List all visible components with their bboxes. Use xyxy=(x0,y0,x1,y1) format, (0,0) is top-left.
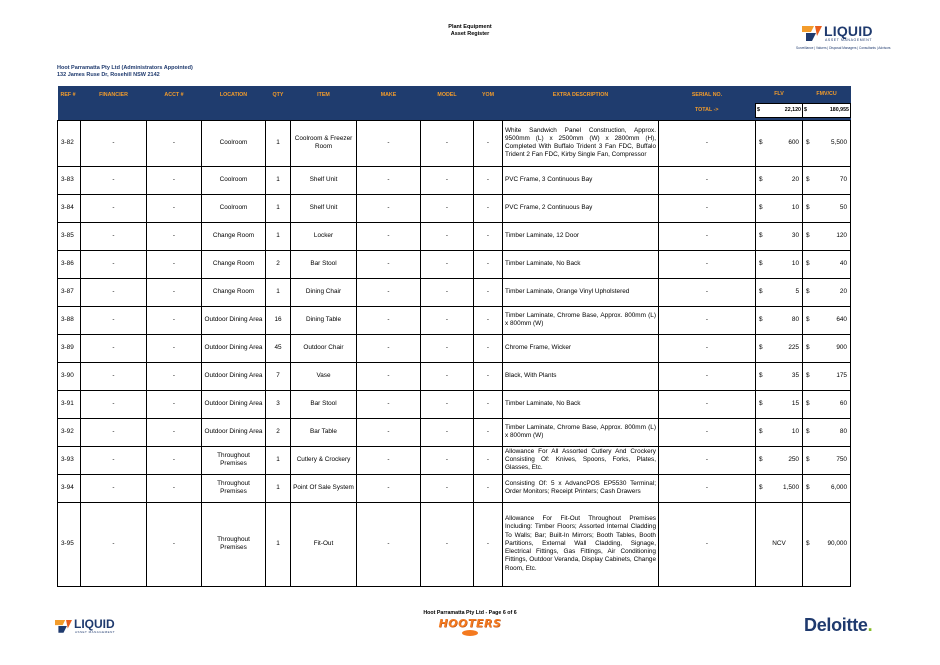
cell-location: Throughout Premises xyxy=(202,474,266,502)
cell-financier: - xyxy=(81,418,147,446)
flv-value: 225 xyxy=(788,344,799,351)
flv-value: 20 xyxy=(791,176,799,183)
cell-make: - xyxy=(357,194,421,222)
cell-financier: - xyxy=(81,334,147,362)
cell-item: Shelf Unit xyxy=(291,194,357,222)
cell-serial: - xyxy=(659,120,756,166)
cell-model: - xyxy=(421,222,474,250)
cell-serial: - xyxy=(659,278,756,306)
flv-value: 600 xyxy=(788,139,799,146)
cell-acct: - xyxy=(147,502,202,586)
cell-location: Coolroom xyxy=(202,120,266,166)
flv-value: 5 xyxy=(795,288,799,295)
cell-flv: $ 1,500 xyxy=(756,474,803,502)
cell-make: - xyxy=(357,306,421,334)
cell-item: Vase xyxy=(291,362,357,390)
cell-item: Dining Chair xyxy=(291,278,357,306)
header-row xyxy=(58,86,851,103)
cell-location: Outdoor Dining Area xyxy=(202,418,266,446)
cell-location: Outdoor Dining Area xyxy=(202,390,266,418)
cell-flv: $ 20 xyxy=(756,166,803,194)
cell-ref: 3-88 xyxy=(58,306,81,334)
cell-serial: - xyxy=(659,502,756,586)
cell-item: Bar Table xyxy=(291,418,357,446)
liquid-logo-bottom xyxy=(55,617,135,637)
cell-acct: - xyxy=(147,278,202,306)
table-body xyxy=(58,120,851,586)
cell-desc: Timber Laminate, No Back xyxy=(503,250,659,278)
deloitte-logo xyxy=(804,615,872,636)
cell-location: Throughout Premises xyxy=(202,502,266,586)
cell-model: - xyxy=(421,250,474,278)
cell-serial: - xyxy=(659,250,756,278)
cell-item: Bar Stool xyxy=(291,250,357,278)
cell-acct: - xyxy=(147,120,202,166)
cell-serial: - xyxy=(659,390,756,418)
fmv-value: 6,000 xyxy=(831,484,847,491)
cell-acct: - xyxy=(147,418,202,446)
cell-item: Shelf Unit xyxy=(291,166,357,194)
cell-ref: 3-94 xyxy=(58,474,81,502)
cell-location: Outdoor Dining Area xyxy=(202,334,266,362)
cell-serial: - xyxy=(659,474,756,502)
flv-value: 35 xyxy=(791,372,799,379)
liquid-mark-icon xyxy=(802,24,822,42)
cell-qty: 1 xyxy=(266,166,291,194)
cell-make: - xyxy=(357,166,421,194)
cell-fmv: $ 80 xyxy=(803,418,851,446)
hooters-logo: HOOTERS xyxy=(438,617,502,630)
asset-register-table xyxy=(57,86,851,587)
cell-yom: - xyxy=(474,362,503,390)
flv-value: 10 xyxy=(791,428,799,435)
total-fmv-value: 180,955 xyxy=(829,107,849,113)
col-item: ITEM xyxy=(291,86,357,103)
cell-acct: - xyxy=(147,362,202,390)
cell-acct: - xyxy=(147,390,202,418)
cell-flv: $ 80 xyxy=(756,306,803,334)
cell-financier: - xyxy=(81,166,147,194)
cell-yom: - xyxy=(474,250,503,278)
cell-desc: Timber Laminate, No Back xyxy=(503,390,659,418)
total-flv-value: 22,120 xyxy=(784,107,801,113)
cell-ref: 3-95 xyxy=(58,502,81,586)
fmv-value: 80 xyxy=(839,428,847,435)
cell-ref: 3-87 xyxy=(58,278,81,306)
cell-location: Outdoor Dining Area xyxy=(202,362,266,390)
cell-location: Change Room xyxy=(202,278,266,306)
cell-model: - xyxy=(421,362,474,390)
col-ref: REF # xyxy=(58,86,81,103)
cell-desc: Timber Laminate, Orange Vinyl Upholstered xyxy=(503,278,659,306)
cell-flv xyxy=(756,502,803,586)
cell-qty: 7 xyxy=(266,362,291,390)
cell-fmv: $ 175 xyxy=(803,362,851,390)
cell-acct: - xyxy=(147,250,202,278)
cell-acct: - xyxy=(147,222,202,250)
fmv-value: 5,500 xyxy=(831,139,847,146)
cell-item: Dining Table xyxy=(291,306,357,334)
cell-location: Change Room xyxy=(202,250,266,278)
cell-serial: - xyxy=(659,362,756,390)
flv-value: 250 xyxy=(788,456,799,463)
cell-financier: - xyxy=(81,222,147,250)
table-row xyxy=(58,120,851,166)
fmv-value: 40 xyxy=(839,260,847,267)
cell-financier: - xyxy=(81,390,147,418)
cell-fmv: $ 750 xyxy=(803,446,851,474)
fmv-value: 120 xyxy=(836,232,847,239)
cell-financier: - xyxy=(81,362,147,390)
cell-desc: PVC Frame, 3 Continuous Bay xyxy=(503,166,659,194)
cell-desc: Black, With Plants xyxy=(503,362,659,390)
cell-ref: 3-91 xyxy=(58,390,81,418)
cell-acct: - xyxy=(147,446,202,474)
cell-yom: - xyxy=(474,446,503,474)
cell-desc: PVC Frame, 2 Continuous Bay xyxy=(503,194,659,222)
cell-model: - xyxy=(421,418,474,446)
table-row xyxy=(58,334,851,362)
cell-make: - xyxy=(357,222,421,250)
cell-yom: - xyxy=(474,418,503,446)
fmv-value: 50 xyxy=(839,204,847,211)
cell-model: - xyxy=(421,120,474,166)
cell-financier: - xyxy=(81,474,147,502)
cell-ref: 3-90 xyxy=(58,362,81,390)
cell-financier: - xyxy=(81,194,147,222)
cell-item: Point Of Sale System xyxy=(291,474,357,502)
table-row xyxy=(58,446,851,474)
cell-qty: 1 xyxy=(266,194,291,222)
col-acct: ACCT # xyxy=(147,86,202,103)
cell-flv: $ 225 xyxy=(756,334,803,362)
cell-fmv: $ 5,500 xyxy=(803,120,851,166)
cell-serial: - xyxy=(659,334,756,362)
cell-model: - xyxy=(421,446,474,474)
deloitte-wordmark: Deloitte xyxy=(804,615,868,635)
cell-fmv: $ 70 xyxy=(803,166,851,194)
col-extra-description: EXTRA DESCRIPTION xyxy=(503,86,659,103)
cell-item: Cutlery & Crockery xyxy=(291,446,357,474)
table-row xyxy=(58,390,851,418)
cell-qty: 16 xyxy=(266,306,291,334)
table-row xyxy=(58,306,851,334)
table-row xyxy=(58,166,851,194)
cell-make: - xyxy=(357,278,421,306)
cell-desc: Chrome Frame, Wicker xyxy=(503,334,659,362)
cell-ref: 3-84 xyxy=(58,194,81,222)
cell-qty: 1 xyxy=(266,222,291,250)
cell-desc: Allowance For Fit-Out Throughout Premises Including: Timber Floors; Assorted Internal Cladding To Walls; Bar; Built-In Mirrors; Booth Tables, Booth Partitions, External Wall Cladding, Signage, Electrical Fittings, Gas Fittings, Air Conditioning Fittings, Outdoor Veranda, Display Cabinets, Change Room, Etc. xyxy=(503,502,659,586)
cell-qty: 2 xyxy=(266,250,291,278)
liquid-wordmark-bottom: LIQUID xyxy=(74,617,115,631)
table-row xyxy=(58,250,851,278)
col-location: LOCATION xyxy=(202,86,266,103)
cell-qty: 1 xyxy=(266,278,291,306)
cell-location: Outdoor Dining Area xyxy=(202,306,266,334)
cell-flv: $ 10 xyxy=(756,418,803,446)
table-row xyxy=(58,194,851,222)
table-row xyxy=(58,362,851,390)
cell-qty: 45 xyxy=(266,334,291,362)
cell-ref: 3-92 xyxy=(58,418,81,446)
cell-acct: - xyxy=(147,334,202,362)
fmv-value: 60 xyxy=(839,400,847,407)
cell-desc: Allowance For All Assorted Cutlery And Crockery Consisting Of: Knives, Spoons, Forks, Plates, Glasses, Etc. xyxy=(503,446,659,474)
cell-qty: 1 xyxy=(266,502,291,586)
cell-make: - xyxy=(357,502,421,586)
col-yom: YOM xyxy=(474,86,503,103)
cell-desc: Timber Laminate, Chrome Base, Approx. 800mm (L) x 800mm (W) xyxy=(503,418,659,446)
cell-fmv: $ 90,000 xyxy=(803,502,851,586)
title-line-1: Plant Equipment xyxy=(448,24,492,30)
flv-value: 1,500 xyxy=(783,484,799,491)
cell-yom: - xyxy=(474,474,503,502)
cell-item: Locker xyxy=(291,222,357,250)
cell-acct: - xyxy=(147,474,202,502)
cell-qty: 3 xyxy=(266,390,291,418)
cell-acct: - xyxy=(147,194,202,222)
cell-make: - xyxy=(357,474,421,502)
company-name: Hoot Parramatta Pty Ltd (Administrators Appointed) xyxy=(57,65,193,71)
cell-financier: - xyxy=(81,502,147,586)
cell-desc: Timber Laminate, 12 Door xyxy=(503,222,659,250)
cell-desc: Consisting Of: 5 x AdvancPOS EP5530 Terminal; Order Monitors; Receipt Printers; Cash Drawers xyxy=(503,474,659,502)
cell-serial: - xyxy=(659,166,756,194)
cell-ref: 3-86 xyxy=(58,250,81,278)
cell-financier: - xyxy=(81,250,147,278)
page-footer: Hoot Parramatta Pty Ltd - Page 6 of 6 xyxy=(423,610,517,616)
cell-desc: Timber Laminate, Chrome Base, Approx. 800mm (L) x 800mm (W) xyxy=(503,306,659,334)
col-fmv: FMV/CU xyxy=(803,86,851,103)
cell-fmv: $ 640 xyxy=(803,306,851,334)
liquid-wordmark: LIQUID xyxy=(824,23,873,39)
cell-serial: - xyxy=(659,446,756,474)
cell-item: Fit-Out xyxy=(291,502,357,586)
cell-ref: 3-89 xyxy=(58,334,81,362)
cell-flv: $ 30 xyxy=(756,222,803,250)
cell-item: Bar Stool xyxy=(291,390,357,418)
cell-model: - xyxy=(421,390,474,418)
cell-model: - xyxy=(421,194,474,222)
cell-yom: - xyxy=(474,334,503,362)
table-row xyxy=(58,474,851,502)
cell-model: - xyxy=(421,278,474,306)
cell-make: - xyxy=(357,446,421,474)
cell-qty: 2 xyxy=(266,418,291,446)
cell-fmv: $ 6,000 xyxy=(803,474,851,502)
liquid-tagline: Surveillance | Valuers | Disposal Managers | Consultants | Advisors xyxy=(796,46,891,50)
liquid-subtitle-bottom: ASSET MANAGEMENT xyxy=(75,630,116,634)
document-title xyxy=(0,24,940,38)
cell-financier: - xyxy=(81,120,147,166)
cell-make: - xyxy=(357,250,421,278)
cell-yom: - xyxy=(474,390,503,418)
cell-fmv: $ 40 xyxy=(803,250,851,278)
cell-model: - xyxy=(421,334,474,362)
cell-yom: - xyxy=(474,502,503,586)
fmv-value: 175 xyxy=(836,372,847,379)
cell-financier: - xyxy=(81,306,147,334)
cell-acct: - xyxy=(147,166,202,194)
col-flv: FLV xyxy=(756,86,803,103)
flv-value: 30 xyxy=(791,232,799,239)
fmv-value: 640 xyxy=(836,316,847,323)
cell-flv: $ 15 xyxy=(756,390,803,418)
cell-flv: $ 35 xyxy=(756,362,803,390)
deloitte-dot: . xyxy=(867,615,873,635)
flv-value: 10 xyxy=(791,204,799,211)
cell-yom: - xyxy=(474,120,503,166)
flv-value: 15 xyxy=(791,400,799,407)
cell-fmv: $ 60 xyxy=(803,390,851,418)
flv-value: 10 xyxy=(791,260,799,267)
fmv-value: 90,000 xyxy=(827,540,847,547)
cell-yom: - xyxy=(474,306,503,334)
col-make: MAKE xyxy=(357,86,421,103)
cell-flv: $ 10 xyxy=(756,250,803,278)
cell-fmv: $ 900 xyxy=(803,334,851,362)
fmv-value: 750 xyxy=(836,456,847,463)
cell-financier: - xyxy=(81,278,147,306)
table-row xyxy=(58,222,851,250)
cell-yom: - xyxy=(474,194,503,222)
cell-model: - xyxy=(421,502,474,586)
flv-value: 80 xyxy=(791,316,799,323)
total-row xyxy=(58,103,851,117)
cell-serial: - xyxy=(659,418,756,446)
company-block xyxy=(57,65,193,79)
cell-ref: 3-82 xyxy=(58,120,81,166)
cell-ref: 3-83 xyxy=(58,166,81,194)
cell-yom: - xyxy=(474,278,503,306)
cell-location: Coolroom xyxy=(202,166,266,194)
cell-flv: $ 600 xyxy=(756,120,803,166)
cell-qty: 1 xyxy=(266,120,291,166)
table-row xyxy=(58,278,851,306)
cell-make: - xyxy=(357,120,421,166)
liquid-logo-top xyxy=(796,22,891,54)
cell-location: Throughout Premises xyxy=(202,446,266,474)
fmv-value: 20 xyxy=(839,288,847,295)
cell-location: Coolroom xyxy=(202,194,266,222)
cell-location: Change Room xyxy=(202,222,266,250)
liquid-mark-icon xyxy=(55,618,72,634)
col-serial: SERIAL NO. xyxy=(659,86,756,103)
cell-fmv: $ 50 xyxy=(803,194,851,222)
cell-ref: 3-93 xyxy=(58,446,81,474)
cell-financier: - xyxy=(81,446,147,474)
company-address: 132 James Ruse Dr, Rosehill NSW 2142 xyxy=(57,72,160,78)
cell-model: - xyxy=(421,306,474,334)
liquid-subtitle: ASSET MANAGEMENT xyxy=(825,38,873,42)
cell-item: Coolroom & Freezer Room xyxy=(291,120,357,166)
table-row xyxy=(58,418,851,446)
col-financier: FINANCIER xyxy=(81,86,147,103)
table-row xyxy=(58,502,851,586)
col-model: MODEL xyxy=(421,86,474,103)
cell-model: - xyxy=(421,474,474,502)
cell-flv: $ 250 xyxy=(756,446,803,474)
cell-fmv: $ 120 xyxy=(803,222,851,250)
cell-yom: - xyxy=(474,166,503,194)
cell-flv: $ 10 xyxy=(756,194,803,222)
cell-make: - xyxy=(357,390,421,418)
cell-serial: - xyxy=(659,306,756,334)
cell-qty: 1 xyxy=(266,474,291,502)
fmv-value: 70 xyxy=(839,176,847,183)
flv-value: NCV xyxy=(772,540,786,547)
cell-flv: $ 5 xyxy=(756,278,803,306)
cell-item: Outdoor Chair xyxy=(291,334,357,362)
total-label: TOTAL -> xyxy=(659,103,756,117)
cell-make: - xyxy=(357,418,421,446)
cell-desc: White Sandwich Panel Construction, Approx. 9500mm (L) x 2500mm (W) x 2800mm (H), Completed With Buffalo Trident 3 Fan FDC, Buffalo Trident 2 Fan FDC, Kirby Single Fan, Compressor xyxy=(503,120,659,166)
cell-qty: 1 xyxy=(266,446,291,474)
cell-model: - xyxy=(421,166,474,194)
cell-yom: - xyxy=(474,222,503,250)
owl-icon xyxy=(462,630,478,636)
cell-serial: - xyxy=(659,222,756,250)
cell-fmv: $ 20 xyxy=(803,278,851,306)
cell-ref: 3-85 xyxy=(58,222,81,250)
total-flv: $ 22,120 xyxy=(756,103,803,117)
cell-serial: - xyxy=(659,194,756,222)
cell-acct: - xyxy=(147,306,202,334)
title-line-2: Asset Register xyxy=(450,31,490,37)
cell-make: - xyxy=(357,334,421,362)
total-fmv: $ 180,955 xyxy=(803,103,851,117)
cell-make: - xyxy=(357,362,421,390)
fmv-value: 900 xyxy=(836,344,847,351)
col-qty: QTY xyxy=(266,86,291,103)
